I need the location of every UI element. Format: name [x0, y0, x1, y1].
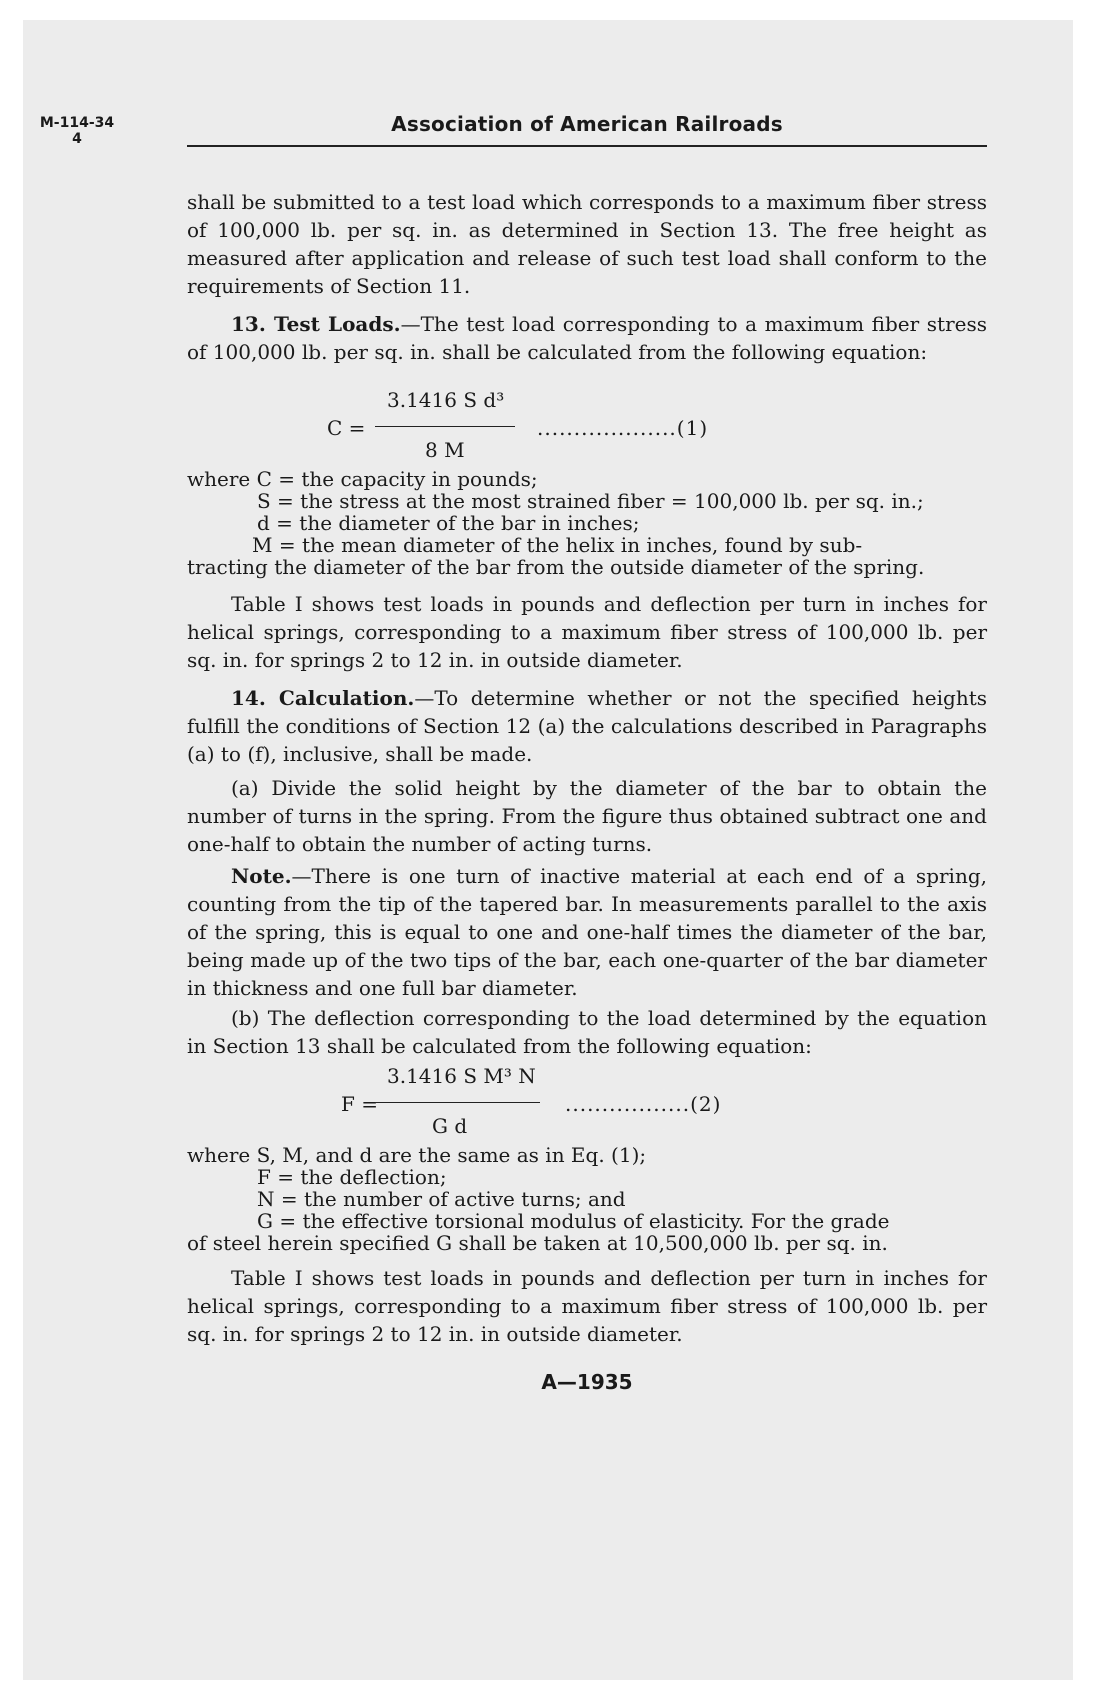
- equation-1-numerator: 3.1416 S d³: [387, 388, 505, 412]
- definition-line: where S, M, and d are the same as in Eq. (1);: [187, 1143, 647, 1167]
- definition-line: S = the stress at the most strained fiber = 100,000 lb. per sq. in.;: [257, 489, 924, 513]
- equation-1-fraction-bar: [375, 426, 515, 427]
- section-13-heading: 13. Test Loads.: [231, 312, 401, 336]
- footer-mark: A—1935: [541, 1370, 633, 1394]
- equation-2-denominator: G d: [432, 1114, 468, 1138]
- definition-line: d = the diameter of the bar in inches;: [257, 511, 640, 535]
- header-rule: [187, 145, 987, 147]
- document-code: [37, 115, 117, 147]
- document-code-text: M-114-34: [39, 115, 115, 131]
- definition-line: of steel herein specified G shall be taken at 10,500,000 lb. per sq. in.: [187, 1231, 888, 1255]
- page-number: 4: [72, 131, 82, 147]
- equation-1: [187, 384, 987, 474]
- equation-2-dots: .................: [565, 1092, 691, 1116]
- table-note-paragraph-2: Table I shows test loads in pounds and deflection per turn in inches for helical springs, corresponding to a maximum fiber stress of 100,000 lb. per sq. in. for springs 2 to 12 in. in outside diameter.: [187, 1266, 987, 1346]
- equation-2-fraction-bar: [375, 1102, 540, 1103]
- paragraph-a: (a) Divide the solid height by the diameter of the bar to obtain the number of turns in the spring. From the figure thus obtained subtract one and one-half to obtain the number of acting turns.: [187, 776, 987, 856]
- note-text: —There is one turn of inactive material at each end of a spring, counting from the tip of the tapered bar. In measurements parallel to the axis of the spring, this is equal to one and one-half times the diameter of the bar, being made up of the two tips of the bar, each one-quarter of the bar diameter in thickness and one full bar diameter.: [187, 864, 987, 1000]
- paragraph-continuation: shall be submitted to a test load which corresponds to a maximum fiber stress of 100,000 lb. per sq. in. as determined in Section 13. The free height as measured after application and release of such test load shall conform to the requirements of Section 11.: [187, 190, 987, 298]
- definition-line: where C = the capacity in pounds;: [187, 467, 538, 491]
- note-heading: Note.: [231, 864, 292, 888]
- equation-2-numerator: 3.1416 S M³ N: [387, 1064, 536, 1088]
- definition-line: G = the effective torsional modulus of elasticity. For the grade: [257, 1209, 890, 1233]
- section-13-text: —The test load corresponding to a maximum fiber stress of 100,000 lb. per sq. in. shall be calculated from the following equation:: [187, 312, 987, 364]
- definition-line: tracting the diameter of the bar from the outside diameter of the spring.: [187, 555, 925, 579]
- definition-line: M = the mean diameter of the helix in inches, found by sub-: [252, 533, 863, 557]
- note-paragraph: [187, 862, 987, 1002]
- equation-1-denominator: 8 M: [425, 438, 465, 462]
- paragraph-b: (b) The deflection corresponding to the load determined by the equation in Section 13 shall be calculated from the following equation:: [187, 1006, 987, 1058]
- equation-1-number: (1): [676, 416, 709, 440]
- equation-1-dots: ...................: [537, 416, 677, 440]
- section-14-paragraph: [187, 684, 987, 768]
- table-note-paragraph-1: Table I shows test loads in pounds and deflection per turn in inches for helical springs, corresponding to a maximum fiber stress of 100,000 lb. per sq. in. for springs 2 to 12 in. in outside diameter.: [187, 592, 987, 672]
- equation-2-lhs: F =: [341, 1092, 378, 1116]
- running-header-title: Association of American Railroads: [391, 112, 783, 136]
- equation-2-number: (2): [690, 1092, 722, 1116]
- section-13-paragraph: [187, 310, 987, 366]
- equation-1-leader: [537, 414, 708, 442]
- equation-1-lhs: C =: [327, 416, 366, 440]
- definition-line: N = the number of active turns; and: [257, 1187, 626, 1211]
- equation-2-definitions: [187, 1144, 987, 1254]
- equation-2-leader: [565, 1090, 721, 1118]
- equation-1-definitions: [187, 468, 987, 578]
- section-14-text: —To determine whether or not the specified heights fulfill the conditions of Section 12 (a) the calculations described in Paragraphs (a) to (f), inclusive, shall be made.: [187, 686, 988, 766]
- definition-line: F = the deflection;: [257, 1165, 447, 1189]
- equation-2: [187, 1060, 987, 1150]
- section-14-heading: 14. Calculation.: [231, 686, 415, 710]
